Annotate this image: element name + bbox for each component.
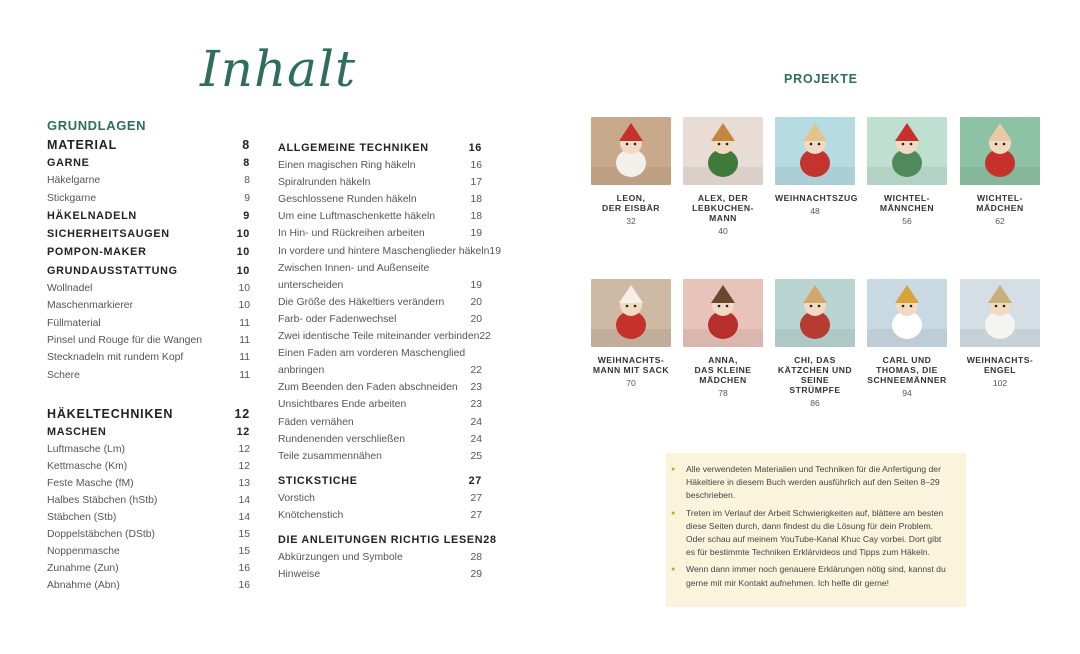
section-heading-grundlagen: GRUNDLAGEN	[47, 118, 147, 133]
toc-entry[interactable]: Maschenmarkierer 10	[47, 300, 250, 312]
project-photo	[775, 279, 855, 347]
project-name: WEIHNACHTS- MANN MIT SACK	[592, 355, 670, 375]
toc-entry[interactable]: Häkelgarne 8	[47, 175, 250, 187]
info-item: ● Alle verwendeten Materialien und Techniken für die Anfertigung der Häkeltiere in diesem Buch werden ausführlich auf den Seiten 8–29 beschrieben.	[682, 463, 952, 503]
project-photo	[867, 117, 947, 185]
project-photo	[683, 117, 763, 185]
toc-entry[interactable]: Füllmaterial 11	[47, 317, 250, 329]
toc-entry[interactable]: MASCHEN 12	[47, 425, 250, 438]
project-card[interactable]	[775, 117, 858, 216]
project-name: LEON, DER EISBÄR	[601, 193, 660, 213]
project-photo	[591, 117, 671, 185]
project-name: WICHTEL- MÄDCHEN	[976, 193, 1024, 213]
project-card[interactable]	[591, 117, 671, 226]
project-photo	[960, 117, 1040, 185]
toc-entry[interactable]: Unsichtbares Ende arbeiten 23	[278, 399, 482, 411]
toc-entry[interactable]: Feste Masche (fM) 13	[47, 477, 250, 489]
toc-entry[interactable]: In Hin- und Rückreihen arbeiten 19	[278, 228, 482, 240]
project-photo	[591, 279, 671, 347]
toc-entry[interactable]: Zum Beenden den Faden abschneiden 23	[278, 382, 482, 394]
toc-entry[interactable]: Knötchenstich 27	[278, 509, 482, 521]
project-name: CARL UND THOMAS, DIE SCHNEEMÄNNER	[867, 355, 947, 385]
toc-entry[interactable]: Teile zusammennähen 25	[278, 450, 482, 462]
project-name: WICHTEL- MÄNNCHEN	[879, 193, 935, 213]
toc-entry[interactable]: GARNE 8	[47, 157, 250, 169]
toc-entry[interactable]: Wollnadel 10	[47, 283, 250, 295]
page-title: Inhalt	[200, 40, 357, 98]
project-card[interactable]	[683, 279, 763, 398]
project-page: 70	[626, 378, 636, 388]
project-page: 78	[718, 388, 728, 398]
toc-entry[interactable]: Rundenenden verschließen 24	[278, 433, 482, 445]
toc-entry[interactable]: Vorstich 27	[278, 492, 482, 504]
project-page: 94	[902, 388, 912, 398]
toc-entry[interactable]: Zwischen Innen- und Außenseite	[278, 262, 430, 274]
project-page: 48	[810, 206, 820, 216]
toc-entry[interactable]: ALLGEMEINE TECHNIKEN 16	[278, 142, 482, 154]
toc-entry[interactable]: Stecknadeln mit rundem Kopf 11	[47, 352, 250, 364]
toc-entry[interactable]: Abkürzungen und Symbole 28	[278, 552, 482, 564]
project-name: ANNA, DAS KLEINE MÄDCHEN	[694, 355, 752, 385]
project-page: 40	[718, 226, 728, 236]
toc-entry[interactable]: Farb- oder Fadenwechsel 20	[278, 313, 482, 325]
toc-entry[interactable]: Einen Faden am vorderen Maschenglied	[278, 348, 466, 360]
project-name: WEIHNACHTSZUG	[775, 193, 858, 203]
toc-entry[interactable]: STICKSTICHE 27	[278, 474, 482, 487]
toc-entry[interactable]: Noppenmasche 15	[47, 545, 250, 557]
toc-left-column	[47, 118, 250, 597]
project-photo	[775, 117, 855, 185]
toc-entry[interactable]: unterscheiden 19	[278, 279, 482, 291]
toc-entry[interactable]: Zunahme (Zun) 16	[47, 562, 250, 574]
project-photo	[683, 279, 763, 347]
toc-entry[interactable]: Um eine Luftmaschenkette häkeln 18	[278, 211, 482, 223]
project-card[interactable]	[683, 117, 763, 236]
toc-entry[interactable]: Einen magischen Ring häkeln 16	[278, 160, 482, 172]
project-name: WEIHNACHTS- ENGEL	[966, 355, 1034, 375]
toc-entry[interactable]: Die Größe des Häkeltiers verändern 20	[278, 296, 482, 308]
project-page: 86	[810, 398, 820, 408]
toc-entry[interactable]: Pinsel und Rouge für die Wangen 11	[47, 334, 250, 346]
project-page: 62	[995, 216, 1005, 226]
project-card[interactable]	[960, 279, 1040, 388]
toc-entry[interactable]: Schere 11	[47, 369, 250, 381]
toc-entry[interactable]: HÄKELNADELN 9	[47, 209, 250, 222]
project-card[interactable]	[591, 279, 671, 388]
toc-entry[interactable]: Geschlossene Runden häkeln 18	[278, 194, 482, 206]
toc-entry[interactable]: Stäbchen (Stb) 14	[47, 511, 250, 523]
toc-entry[interactable]: Halbes Stäbchen (hStb) 14	[47, 494, 250, 506]
toc-entry[interactable]: Luftmasche (Lm) 12	[47, 443, 250, 455]
toc-entry-material[interactable]: MATERIAL 8	[47, 138, 250, 152]
toc-entry[interactable]: SICHERHEITSAUGEN 10	[47, 228, 250, 241]
project-page: 56	[902, 216, 912, 226]
project-name: ALEX, DER LEBKUCHEN- MANN	[692, 193, 754, 223]
toc-entry[interactable]: Abnahme (Abn) 16	[47, 579, 250, 591]
toc-entry[interactable]: GRUNDAUSSTATTUNG 10	[47, 264, 250, 277]
toc-entry[interactable]: DIE ANLEITUNGEN RICHTIG LESEN 28	[278, 534, 497, 547]
project-page: 102	[992, 378, 1008, 388]
project-name: CHI, DAS KÄTZCHEN UND SEINE STRÜMPFE	[777, 355, 853, 395]
info-box	[666, 453, 966, 607]
toc-entry[interactable]: Fäden vernähen 24	[278, 416, 482, 428]
toc-entry[interactable]: Spiralrunden häkeln 17	[278, 177, 482, 189]
project-photo	[960, 279, 1040, 347]
project-card[interactable]	[867, 279, 947, 398]
toc-entry[interactable]: In vordere und hintere Maschenglieder häkeln 19	[278, 245, 501, 257]
toc-entry[interactable]: Hinweise 29	[278, 569, 482, 581]
toc-middle-column	[278, 142, 501, 586]
toc-entry[interactable]: Kettmasche (Km) 12	[47, 460, 250, 472]
info-item: ● Wenn dann immer noch genauere Erklärungen nötig sind, kannst du gerne mit mir Kontakt aufnehmen. Ich helfe dir gerne!	[682, 563, 952, 589]
toc-entry[interactable]: Doppelstäbchen (DStb) 15	[47, 528, 250, 540]
toc-entry[interactable]: Stickgarne 9	[47, 192, 250, 204]
projekte-heading: PROJEKTE	[784, 72, 858, 86]
project-page: 32	[626, 216, 636, 226]
info-item: ● Treten im Verlauf der Arbeit Schwierigkeiten auf, blättere am besten diese Seiten durch, dann findest du die Lösung für dein Problem. Oder schau auf meinem YouTube-Kanal Khuc Cay vorbei. Dort gibt es für bestimmte Techniken Erklärvideos und Tipps zum Häkeln.	[682, 507, 952, 560]
toc-entry[interactable]: anbringen 22	[278, 365, 482, 377]
project-card[interactable]	[775, 279, 855, 408]
toc-entry[interactable]: POMPON-MAKER 10	[47, 246, 250, 259]
project-card[interactable]	[867, 117, 947, 226]
toc-entry[interactable]: Zwei identische Teile miteinander verbinden 22	[278, 331, 491, 343]
project-photo	[867, 279, 947, 347]
toc-entry-haekeltechniken[interactable]: HÄKELTECHNIKEN 12	[47, 406, 250, 421]
project-card[interactable]	[960, 117, 1040, 226]
